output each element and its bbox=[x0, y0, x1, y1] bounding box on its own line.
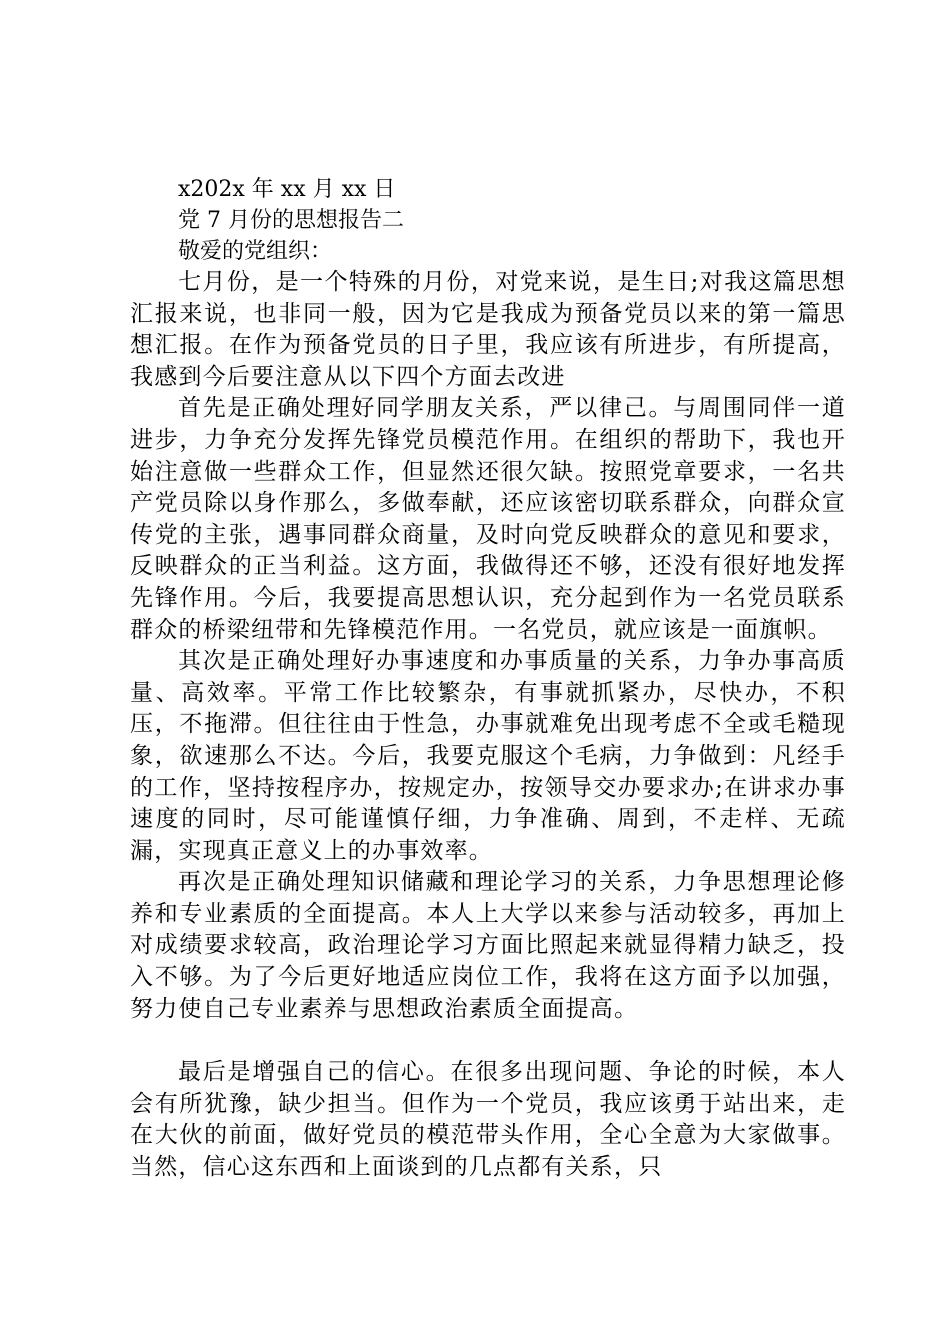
document-body bbox=[130, 174, 846, 1184]
paragraph-fourth-point: 最后是增强自己的信心。在很多出现问题、争论的时候，本人会有所犹豫，缺少担当。但作为一个党员，我应该勇于站出来，走在大伙的前面，做好党员的模范带头作用，全心全意为大家做事。当然，信心这东西和上面谈到的几点都有关系，只 bbox=[130, 1059, 846, 1181]
paragraph-second-point: 其次是正确处理好办事速度和办事质量的关系，力争办事高质量、高效率。平常工作比较繁杂，有事就抓紧办，尽快办，不积压，不拖滞。但往往由于性急，办事就难免出现考虑不全或毛糙现象，欲速那么不达。今后，我要克服这个毛病，力争做到：凡经手的工作，坚持按程序办，按规定办，按领导交办要求办;在讲求办事速度的同时，尽可能谨慎仔细，力争准确、周到，不走样、无疏漏，实现真正意义上的办事效率。 bbox=[130, 648, 846, 864]
report-date: x202x 年 xx 月 xx 日 bbox=[178, 177, 396, 202]
paragraph-intro: 七月份，是一个特殊的月份，对党来说，是生日;对我这篇思想汇报来说，也非同一般，因为它是我成为预备党员以来的第一篇思想汇报。在作为预备党员的日子里，我应该有所进步，有所提高，我感到今后要注意从以下四个方面去改进 bbox=[130, 269, 846, 390]
report-title: 党 7 月份的思想报告二 bbox=[178, 208, 404, 233]
salutation: 敬爱的党组织： bbox=[178, 239, 333, 264]
paragraph-first-point: 首先是正确处理好同学朋友关系，严以律己。与周围同伴一道进步，力争充分发挥先锋党员模范作用。在组织的帮助下，我也开始注意做一些群众工作，但显然还很欠缺。按照党章要求，一名共产党员除以身作那么，多做奉献，还应该密切联系群众，向群众宣传党的主张，遇事同群众商量，及时向党反映群众的意见和要求，反映群众的正当利益。这方面，我做得还不够，还没有很好地发挥先锋作用。今后，我要提高思想认识，充分起到作为一名党员联系群众的桥梁纽带和先锋模范作用。一名党员，就应该是一面旗帜。 bbox=[130, 395, 846, 643]
paragraph-third-point: 再次是正确处理知识储藏和理论学习的关系，力争思想理论修养和专业素质的全面提高。本人上大学以来参与活动较多，再加上对成绩要求较高，政治理论学习方面比照起来就显得精力缺乏，投入不够。为了今后更好地适应岗位工作，我将在这方面予以加强，努力使自己专业素养与思想政治素质全面提高。 bbox=[130, 869, 846, 1022]
